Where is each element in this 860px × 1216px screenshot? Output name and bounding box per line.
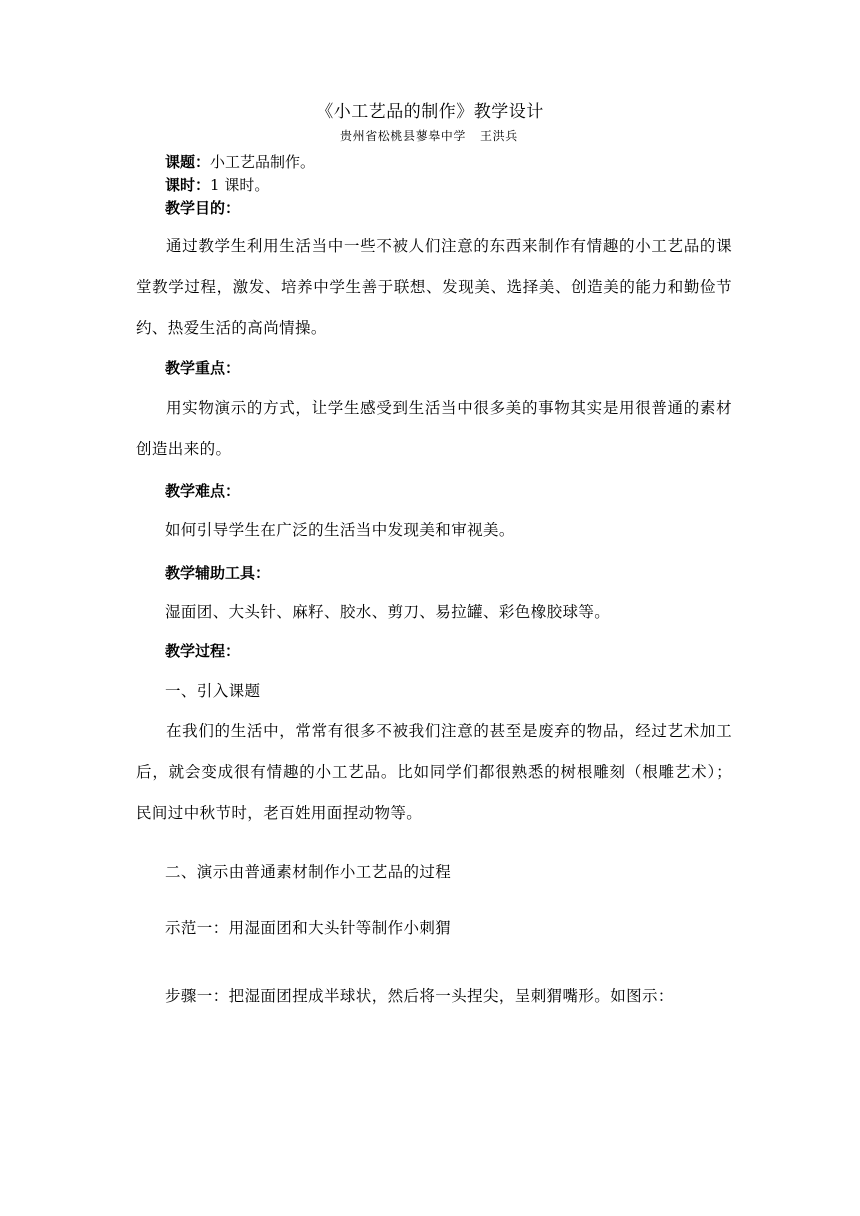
author-line: [340, 128, 518, 144]
author-name: 王洪兵: [480, 129, 518, 143]
difficulty-text: 如何引导学生在广泛的生活当中发现美和审视美。: [165, 521, 515, 539]
hours-value: 1 课时。: [210, 176, 270, 194]
key-point-heading: 教学重点：: [165, 359, 241, 377]
demo1-step1: 步骤一：把湿面团捏成半球状，然后将一头捏尖，呈刺猬嘴形。如图示：: [165, 987, 674, 1005]
document-title: 《小工艺品的制作》教学设计: [316, 102, 544, 122]
tools-heading: 教学辅助工具：: [165, 564, 271, 582]
tools-text: 湿面团、大头针、麻籽、胶水、剪刀、易拉罐、彩色橡胶球等。: [165, 603, 611, 621]
author-school: 贵州省松桃县蓼皋中学: [340, 129, 467, 143]
objective-heading: 教学目的：: [165, 199, 241, 217]
hours-label: 课时：: [165, 176, 211, 194]
process-heading: 教学过程：: [165, 642, 241, 660]
step1-title: 一、引入课题: [165, 682, 261, 700]
topic-line: [165, 152, 315, 172]
demo1-title: 示范一：用湿面团和大头针等制作小刺猬: [165, 919, 452, 937]
objective-text: 通过教学生利用生活当中一些不被人们注意的东西来制作有情趣的小工艺品的课堂教学过程，激发、培养中学生善于联想、发现美、选择美、创造美的能力和勤俭节约、热爱生活的高尚情操。: [136, 237, 732, 337]
topic-label: 课题：: [165, 153, 211, 171]
topic-value: 小工艺品制作。: [210, 153, 316, 171]
difficulty-heading: 教学难点：: [165, 482, 241, 500]
hours-line: [165, 175, 269, 195]
key-point-text: 用实物演示的方式，让学生感受到生活当中很多美的事物其实是用很普通的素材创造出来的。: [136, 399, 732, 458]
step2-title: 二、演示由普通素材制作小工艺品的过程: [165, 863, 452, 881]
step1-text: 在我们的生活中，常常有很多不被我们注意的甚至是废弃的物品，经过艺术加工后，就会变成很有情趣的小工艺品。比如同学们都很熟悉的树根雕刻（根雕艺术）；民间过中秋节时，老百姓用面捏动物等。: [136, 722, 732, 822]
